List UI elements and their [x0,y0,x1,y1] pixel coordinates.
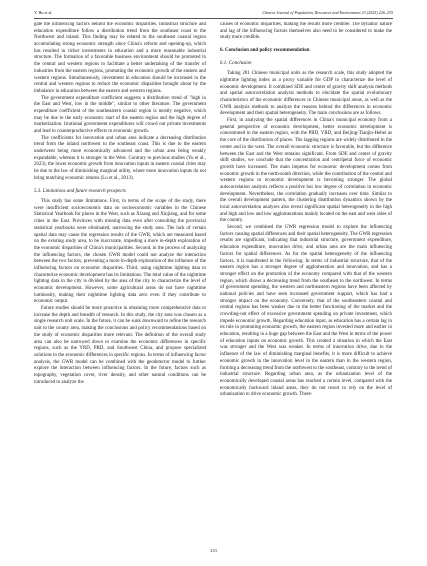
body-paragraph: causes of economic disparities, making the results more credible. The dynamic nature and lag of the influencing factors themselves also need to be considered to make the study more credible. [220,22,392,41]
body-paragraph: The coefficients for innovation and urban area indicate a decreasing distribution trend from the inland northwest to the southeast coast. This is due to the eastern underwent being more economically advanced and the urban area being weakly expandable, whereas it is stronger in the West. Contrary to previous studies (Yu et al., 2023), the lower economic growth from innovation inputs in eastern coastal cities may be due to the law of diminishing marginal utility, where more innovation inputs do not bring matching economic returns (Lu et al., 2013). [34,135,206,181]
page-number: 233 [210,548,217,553]
body-paragraph: Second, we combined the GWR regression model to explore the influencing factors causing spatial differences and their spatial heterogeneity. The GWR regression results are significant, indicating that industrial structure, government expenditure, education expenditure, innovation drive, and urban area are the main influencing factors for spatial differences. As for the spatial heterogeneity of the influencing factors, it is manifested in the following. In terms of industrial structure, that of the eastern region has a stronger degree of agglomeration and innovation, and has a stronger effect on the promotion of the economy compared with that of the western region, which shows a decreasing trend from the southeast to the northwest. In terms of government spending, the western and northeastern regions have been affected by national policies and have seen increased government support, which has had a stronger impact on the economy. Conversely, that of the southeastern coastal and central regions has been weaker due to the better functioning of the market and the crowding-out effect of excessive government spending on private investment, which impede economic growth. Regarding education input, as education has a certain lag in its role in promoting economic growth, the eastern region invested more and earlier in education, resulting in a huge gap between the East and the West in terms of the power of education inputs on economic growth. This created a situation in which the East was stronger and the West was weaker. In terms of innovation drive, due to the influence of the law of diminishing marginal benefits, it is more difficult to achieve economic growth in the innovation level in the eastern than in the western region, forming a decreasing trend from the northwest to the southeast, contrary to the trend of industrial structure. Regarding urban area, as the urbanization level of the economically developed coastal areas has reached a certain level, compared with the economically backward inland areas, they do not resort to rely on the level of urbanization to drive economic growth. There- [220,225,392,398]
header-rule [34,18,393,19]
right-column [220,22,392,542]
left-column [34,22,206,542]
body-paragraph: This study has some limitations. First, in terms of the scope of the study, there were insufficient socioeconomic data on socioeconomic variables in the Chinese Statistical Yearbook for places in the West, such as Xizang and Xinjiang, and for some cities in the East. Provinces with missing data even after consulting the provincial statistical yearbooks were eliminated, narrowing the study area. The lack of certain spatial data may cause the regression results of the GWR, which are measured based on the existing study area, to be inaccurate, impeding a more in-depth exploration of the economic disparities of China's municipalities. Second, in the process of analyzing the influencing factors, the chosen GWR model could not analyze the interaction between the two factors, preventing a more in-depth exploration of the influence of the influencing factors on economic disparities. Third, using nighttime lighting data to characterize economic development has its limitations. The total value of the nighttime lighting data in the city is divided by the area of the city to characterize the level of economic development. However, some agricultural areas do not have nighttime luminosity, making their nighttime lighting data zero even if they contribute to economic output. [34,199,206,305]
subsection-title: 6.1. Conclusion [220,60,252,66]
section-heading: 6. Conclusion and policy recommendation [220,48,310,54]
body-paragraph: First, in analyzing the spatial differences in China's municipal economy from a general perspective of economic development, better economic development is concentrated in the eastern region, with the PRD, YRD, and Beijing-Tianjin-Hebei as the core of the distribution of places. The lagging regions are widely distributed in the center and in the west. The overall economic structure is favorable, but the difference between the East and the West remains significant. From SDE and center of gravity shift studies, we conclude that the concentration and centripetal force of economic growth have increased. The main impetus for economic development comes from economic growth in the north-south direction, while the contribution of the central and western regions to economic development is becoming stronger. The global autocorrelation analysis reflects a positive but low degree of correlation in economic development. Nevertheless, the correlation gradually increases over time. Similar to the overall development pattern, the clustering distribution dynamics shown by the local autocorrelation analyses also reveal significant spatial heterogeneity in the high and high and low and low agglomerations mainly located on the east and west sides of the country. [220,118,392,224]
body-paragraph: Future studies should be more proactive in obtaining more comprehensive data to increase the depth and breadth of research. In this study, the city area was chosen as a single research unit scale. In the future, it can be sunk downward to refine the research unit to the county area, making the conclusions and policy recommendations based on the study of economic disparities more relevant. The definition of the overall study area can also be narrowed down to examine the economic differences in specific regions, such as the YRD, PRD, and Southwest China, and propose specialized solutions to the economic differences in specific regions. In terms of influencing factor analysis, the GWR model can be combined with the geodetector model to further explore the interaction between influencing factors. In the future, factors such as topography, vegetation cover, river density, and other natural conditions can be introduced to analyze the [34,306,206,385]
body-paragraph: gate the influencing factors behind the economic disparities. Industrial structure and education expenditure follow a distribution trend from the southeast coast to the Northwest and inland. This finding may be related to the southeast coastal region accumulating strong economic strength since China's reform and opening-up, which has resulted in richer investments in education and a more reasonable industrial structure. The formation of a favorable business environment should be promoted in the central and western regions to facilitate a better undertaking of the transfer of industries from the eastern regions, promoting the economic growth of the eastern and western regions. Simultaneously, investment in education should be increased in the central and western regions to reduce the economic disparities brought about by the imbalance in education between the eastern and western regions. [34,22,206,94]
running-head [34,8,393,17]
section-title: 5.3. Limitations and future research prospects [34,188,126,194]
running-head-journal: Chinese Journal of Population, Resources and Environment 23 (2025) 226–235 [262,10,393,15]
body-paragraph: The government expenditure coefficient suggests a distribution trend of "high in the East and West, low in the middle", similar to other literature. The government expenditure coefficient of the southeastern coastal region is mostly negative, which may be due to the early economic start of the eastern region and the high degree of marketization. Irrational government expenditures will crowd out private investments and lead to counterproductive effects to economic growth. [34,95,206,134]
running-head-author: Y. Hu et al. [34,10,53,15]
body-paragraph: Taking 281 Chinese municipal units as the research scale, this study adopted the nighttime lighting index as a proxy variable for GDP to characterize the level of economic development. It combined SDE and center of gravity shift analysis methods and spatial autocorrelation analysis methods to elucidate the spatial evolutionary characteristics of the economic differences in Chinese municipal areas, as well as the GWR analysis methods to analyze the reasons behind the differences in economic development and their spatial heterogeneity. The main conclusions are as follows. [220,71,392,117]
